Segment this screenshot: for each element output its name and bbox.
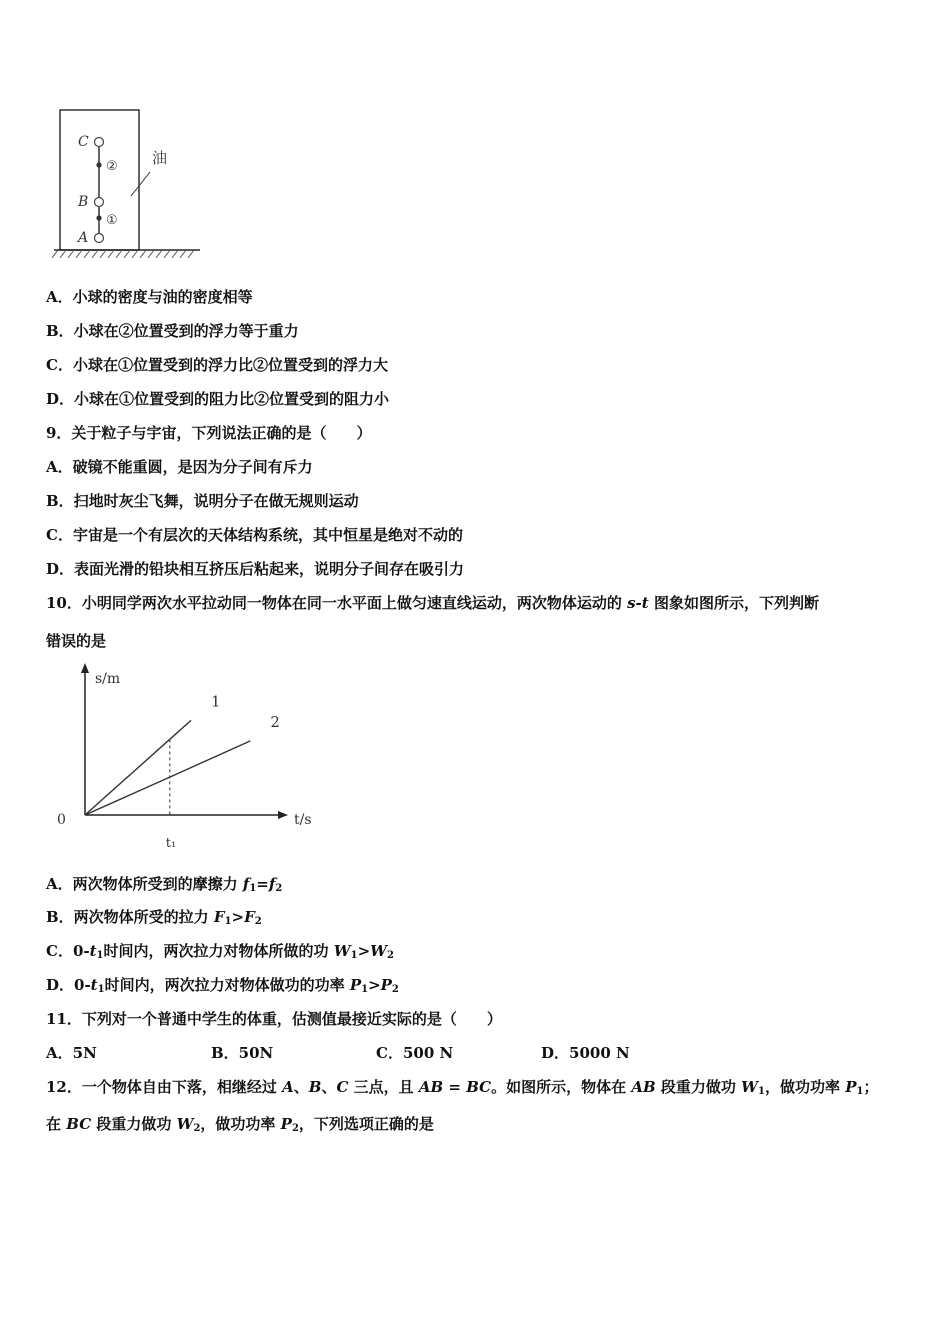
label-b: B [78,194,89,210]
x-axis-label: t/s [294,812,312,828]
origin-label: 0 [57,812,66,828]
q11-option-a: A．5N [46,1044,97,1062]
q8-option-a: A．小球的密度与油的密度相等 [46,288,253,306]
oil-container-figure [40,100,240,270]
series-2-label: 2 [270,712,280,731]
st-chart [40,665,312,865]
series-2-line [85,741,250,815]
q10-stem: 10．小明同学两次水平拉动同一物体在同一水平面上做匀速直线运动，两次物体运动的 s-t 图象如图所示，下列判断 [46,594,819,612]
q10-stem-line2: 错误的是 [46,632,107,650]
series-1-label: 1 [210,692,221,711]
dot-1 [96,215,101,220]
label-c: C [78,134,89,150]
q10-option-d: D．$0-t_1$时间内，两次拉力对物体做功的功率 $P_1>P_2$ [46,976,399,995]
label-a: A [78,230,89,246]
q9-stem: 9．关于粒子与宇宙，下列说法正确的是（ ） [46,424,372,442]
q10-option-b: B．两次物体所受的拉力 $F_1>F_2$ [46,908,262,927]
q11-option-b: B．50N [211,1044,274,1062]
q9-option-a: A．破镜不能重圆，是因为分子间有斥力 [46,458,313,476]
q12-stem-line1: 12．一个物体自由下落，相继经过 A、B、C 三点，且 AB = BC。如图所示，物体在 AB 段重力做功 $W_1$，做功功率 $P_1$； [46,1078,879,1097]
q9-option-d: D．表面光滑的铅块相互挤压后粘起来，说明分子间存在吸引力 [46,560,465,578]
x-marker-label: t₁ [165,836,177,851]
q12-stem-line2: 在 BC 段重力做功 $W_2$，做功功率 $P_2$，下列选项正确的是 [46,1115,434,1134]
q10-option-a: A．两次物体所受到的摩擦力 $f_1=f_2$ [46,875,283,894]
y-axis-label: s/m [95,671,121,687]
y-axis-arrow [81,663,89,673]
q9-option-c: C．宇宙是一个有层次的天体结构系统，其中恒星是绝对不动的 [46,526,463,544]
q10-option-c: C．$0-t_1$时间内，两次拉力对物体所做的功 $W_1>W_2$ [46,942,394,961]
q8-option-d: D．小球在①位置受到的阻力比②位置受到的阻力小 [46,390,390,408]
q11-option-d: D．5000 N [541,1044,630,1062]
q11-stem: 11．下列对一个普通中学生的体重，估测值最接近实际的是（ ） [46,1010,502,1028]
oil-label: 油 [152,149,168,167]
dot-2 [96,162,101,167]
oil-pointer [131,172,150,196]
x-axis-arrow [278,811,288,819]
ground-hatching [52,250,194,258]
marker-1: ① [106,213,118,228]
q11-option-c: C．500 N [376,1044,454,1062]
marker-2: ② [106,159,118,174]
ball-a [95,234,104,243]
q8-option-c: C．小球在①位置受到的浮力比②位置受到的浮力大 [46,356,388,374]
ball-c [95,138,104,147]
ball-b [95,198,104,207]
series-1-line [85,720,191,815]
q8-option-b: B．小球在②位置受到的浮力等于重力 [46,322,299,340]
q9-option-b: B．扫地时灰尘飞舞，说明分子在做无规则运动 [46,492,359,510]
